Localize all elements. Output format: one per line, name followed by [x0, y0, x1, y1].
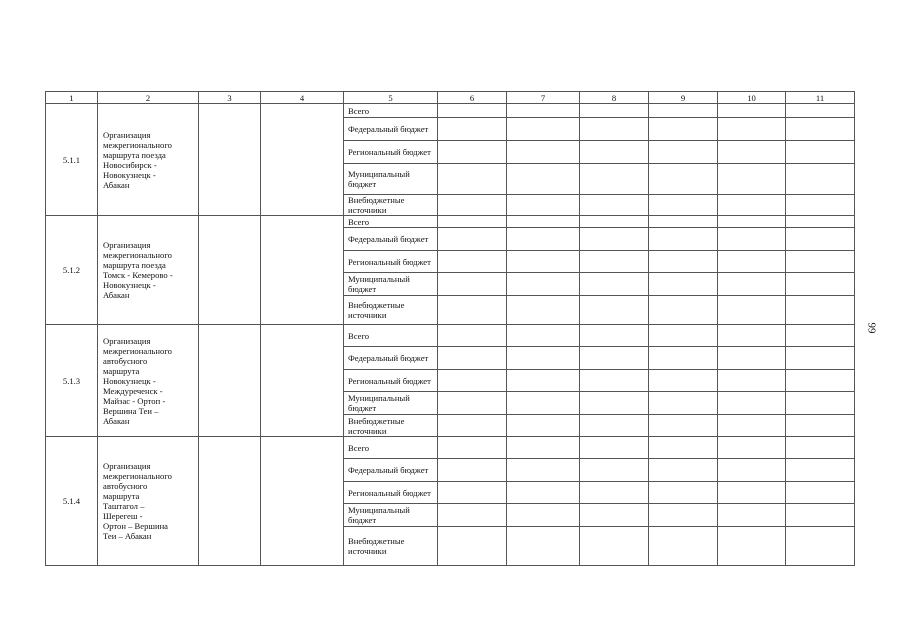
table-row [46, 325, 855, 347]
table-row [46, 104, 855, 118]
table-row [46, 437, 855, 459]
value-cell [507, 482, 580, 504]
value-cell [718, 370, 786, 392]
funding-source: Внебюджетные источники [344, 527, 438, 566]
column-number-row [46, 92, 855, 104]
empty-cell [199, 437, 261, 566]
value-cell [649, 370, 718, 392]
value-cell [786, 164, 855, 195]
value-cell [507, 118, 580, 141]
value-cell [649, 459, 718, 482]
column-number-cell: 3 [199, 92, 261, 104]
item-number: 5.1.3 [46, 325, 98, 437]
table-row [46, 216, 855, 228]
value-cell [718, 415, 786, 437]
funding-source: Всего [344, 104, 438, 118]
value-cell [507, 251, 580, 273]
value-cell [786, 437, 855, 459]
empty-cell [261, 325, 344, 437]
item-name: Организация межрегионального маршрута поезда Новосибирск - Новокузнецк - Абакан [98, 104, 199, 216]
value-cell [649, 228, 718, 251]
value-cell [507, 164, 580, 195]
value-cell [438, 370, 507, 392]
value-cell [580, 347, 649, 370]
value-cell [786, 459, 855, 482]
value-cell [438, 415, 507, 437]
value-cell [649, 482, 718, 504]
value-cell [580, 118, 649, 141]
value-cell [580, 216, 649, 228]
value-cell [786, 325, 855, 347]
value-cell [580, 459, 649, 482]
value-cell [507, 228, 580, 251]
value-cell [438, 482, 507, 504]
value-cell [786, 195, 855, 216]
column-number-cell: 4 [261, 92, 344, 104]
column-number-cell: 8 [580, 92, 649, 104]
value-cell [718, 118, 786, 141]
funding-source: Муниципальный бюджет [344, 392, 438, 415]
funding-table [45, 91, 855, 566]
value-cell [580, 296, 649, 325]
value-cell [718, 437, 786, 459]
empty-cell [199, 104, 261, 216]
value-cell [786, 347, 855, 370]
value-cell [580, 415, 649, 437]
item-name: Организация межрегионального автобусного маршрута Новокузнецк - Междуреченск - Майзас - Ортоп - Вершина Теи – Абакан [98, 325, 199, 437]
value-cell [438, 504, 507, 527]
value-cell [649, 347, 718, 370]
value-cell [438, 141, 507, 164]
value-cell [507, 415, 580, 437]
value-cell [718, 482, 786, 504]
value-cell [649, 195, 718, 216]
funding-source: Всего [344, 325, 438, 347]
value-cell [438, 437, 507, 459]
value-cell [649, 251, 718, 273]
value-cell [718, 251, 786, 273]
value-cell [718, 164, 786, 195]
value-cell [718, 228, 786, 251]
value-cell [507, 437, 580, 459]
value-cell [786, 141, 855, 164]
value-cell [649, 415, 718, 437]
value-cell [580, 251, 649, 273]
value-cell [438, 228, 507, 251]
item-number: 5.1.2 [46, 216, 98, 325]
value-cell [718, 273, 786, 296]
value-cell [718, 392, 786, 415]
value-cell [786, 392, 855, 415]
value-cell [786, 251, 855, 273]
value-cell [507, 273, 580, 296]
value-cell [718, 347, 786, 370]
value-cell [718, 504, 786, 527]
value-cell [580, 325, 649, 347]
value-cell [786, 370, 855, 392]
value-cell [786, 273, 855, 296]
funding-source: Региональный бюджет [344, 482, 438, 504]
value-cell [580, 104, 649, 118]
column-number-cell: 11 [786, 92, 855, 104]
value-cell [580, 273, 649, 296]
column-number-cell: 6 [438, 92, 507, 104]
value-cell [507, 141, 580, 164]
empty-cell [261, 104, 344, 216]
value-cell [649, 141, 718, 164]
funding-source: Региональный бюджет [344, 251, 438, 273]
value-cell [580, 228, 649, 251]
value-cell [438, 104, 507, 118]
value-cell [580, 392, 649, 415]
value-cell [438, 251, 507, 273]
value-cell [786, 504, 855, 527]
value-cell [507, 195, 580, 216]
value-cell [649, 164, 718, 195]
value-cell [786, 482, 855, 504]
value-cell [507, 296, 580, 325]
value-cell [507, 370, 580, 392]
value-cell [649, 392, 718, 415]
value-cell [438, 527, 507, 566]
value-cell [438, 392, 507, 415]
value-cell [649, 325, 718, 347]
funding-source: Федеральный бюджет [344, 347, 438, 370]
value-cell [438, 195, 507, 216]
empty-cell [261, 437, 344, 566]
funding-source: Муниципальный бюджет [344, 164, 438, 195]
funding-source: Региональный бюджет [344, 141, 438, 164]
funding-source: Муниципальный бюджет [344, 273, 438, 296]
value-cell [507, 392, 580, 415]
value-cell [438, 296, 507, 325]
item-number: 5.1.4 [46, 437, 98, 566]
funding-source: Внебюджетные источники [344, 296, 438, 325]
value-cell [718, 195, 786, 216]
column-number-cell: 9 [649, 92, 718, 104]
item-name: Организация межрегионального маршрута поезда Томск - Кемерово - Новокузнецк - Абакан [98, 216, 199, 325]
value-cell [438, 273, 507, 296]
value-cell [580, 527, 649, 566]
empty-cell [199, 325, 261, 437]
value-cell [786, 104, 855, 118]
item-number: 5.1.1 [46, 104, 98, 216]
value-cell [718, 459, 786, 482]
value-cell [786, 228, 855, 251]
value-cell [580, 482, 649, 504]
item-name: Организация межрегионального автобусного маршрута Таштагол – Шерегеш - Ортон – Вершина Теи – Абакан [98, 437, 199, 566]
value-cell [580, 195, 649, 216]
column-number-cell: 2 [98, 92, 199, 104]
value-cell [438, 325, 507, 347]
value-cell [580, 437, 649, 459]
value-cell [649, 437, 718, 459]
page-number: 99 [865, 322, 878, 334]
funding-source: Федеральный бюджет [344, 459, 438, 482]
value-cell [580, 141, 649, 164]
value-cell [786, 296, 855, 325]
value-cell [786, 118, 855, 141]
value-cell [580, 164, 649, 195]
value-cell [507, 459, 580, 482]
value-cell [580, 370, 649, 392]
funding-source: Муниципальный бюджет [344, 504, 438, 527]
column-number-cell: 10 [718, 92, 786, 104]
column-number-cell: 7 [507, 92, 580, 104]
funding-source: Федеральный бюджет [344, 228, 438, 251]
value-cell [507, 104, 580, 118]
value-cell [649, 104, 718, 118]
value-cell [507, 325, 580, 347]
funding-source: Всего [344, 216, 438, 228]
value-cell [786, 216, 855, 228]
value-cell [649, 504, 718, 527]
value-cell [507, 216, 580, 228]
empty-cell [261, 216, 344, 325]
value-cell [718, 296, 786, 325]
value-cell [438, 347, 507, 370]
value-cell [786, 415, 855, 437]
value-cell [507, 347, 580, 370]
funding-source: Региональный бюджет [344, 370, 438, 392]
value-cell [438, 164, 507, 195]
value-cell [649, 296, 718, 325]
column-number-cell: 5 [344, 92, 438, 104]
value-cell [649, 527, 718, 566]
value-cell [718, 216, 786, 228]
value-cell [438, 216, 507, 228]
value-cell [718, 104, 786, 118]
value-cell [649, 273, 718, 296]
funding-source: Внебюджетные источники [344, 415, 438, 437]
value-cell [507, 527, 580, 566]
value-cell [718, 141, 786, 164]
value-cell [438, 459, 507, 482]
value-cell [580, 504, 649, 527]
value-cell [438, 118, 507, 141]
empty-cell [199, 216, 261, 325]
value-cell [649, 216, 718, 228]
column-number-cell: 1 [46, 92, 98, 104]
funding-source: Всего [344, 437, 438, 459]
value-cell [507, 504, 580, 527]
value-cell [718, 325, 786, 347]
value-cell [649, 118, 718, 141]
value-cell [718, 527, 786, 566]
value-cell [786, 527, 855, 566]
funding-source: Федеральный бюджет [344, 118, 438, 141]
funding-source: Внебюджетные источники [344, 195, 438, 216]
